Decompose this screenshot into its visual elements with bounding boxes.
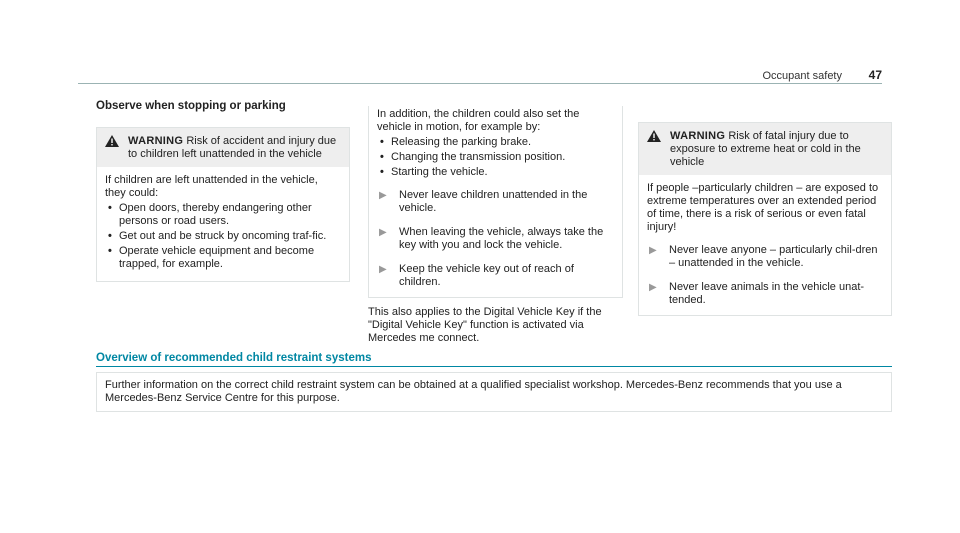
warning-header (639, 123, 891, 175)
warning-body (97, 167, 349, 281)
list-item: • Get out and be struck by oncoming traf‐fic. (105, 230, 341, 243)
list-item: • Starting the vehicle. (377, 166, 614, 179)
step-list (377, 189, 614, 289)
warning-label: WARNING (128, 135, 184, 147)
step-item: ▶ Never leave anyone – particularly chil‐dren – unattended in the vehicle. (649, 244, 878, 269)
warning-triangle-icon (647, 130, 661, 142)
warning-text: If people –particularly children – are exposed to extreme temperatures over an extended period of time, there is a risk of serious or even fatal injury! (647, 182, 879, 233)
arrow-right-icon: ▶ (379, 264, 387, 275)
warning-intro: If children are left unattended in the vehicle, they could: (105, 174, 318, 199)
list-item: • Releasing the parking brake. (377, 136, 614, 149)
warning-body (639, 175, 891, 315)
warning-title: Risk of accident and injury due to children left unattended in the vehicle (128, 135, 337, 160)
list-item: • Open doors, thereby endangering other persons or road users. (105, 202, 341, 228)
arrow-right-icon: ▶ (379, 227, 387, 238)
overview-paragraph: Further information on the correct child restraint system can be obtained at a qualified specialist workshop. Mercedes-Benz recommends that you use a Mercedes-Benz Service Centre for this purpose. (96, 372, 892, 412)
page-number: 47 (868, 68, 882, 82)
arrow-right-icon: ▶ (379, 190, 387, 201)
step-item: ▶ Keep the vehicle key out of reach of children. (379, 263, 574, 288)
bullet-list (377, 136, 614, 179)
column-2 (368, 106, 622, 345)
list-item: • Operate vehicle equipment and become trapped, for example. (105, 245, 341, 271)
column-1 (96, 100, 350, 282)
continuation-intro: In addition, the children could also set the vehicle in motion, for example by: (377, 108, 580, 133)
warning-continuation (368, 106, 623, 298)
digital-key-note: This also applies to the Digital Vehicle Key if the "Digital Vehicle Key" function is activated via Mercedes me connect. (368, 306, 602, 344)
arrow-right-icon: ▶ (649, 282, 657, 293)
list-item: • Changing the transmission position. (377, 151, 614, 164)
step-item: ▶ When leaving the vehicle, always take the key with you and lock the vehicle. (379, 226, 604, 251)
column-3 (638, 122, 892, 316)
bullet-list (105, 202, 341, 271)
warning-label: WARNING (670, 130, 726, 142)
warning-box-children (96, 127, 350, 282)
sub-heading: Observe when stopping or parking (96, 100, 286, 112)
step-item: ▶ Never leave animals in the vehicle unat‐tended. (649, 281, 865, 306)
section-title: Occupant safety (762, 70, 842, 82)
arrow-right-icon: ▶ (649, 245, 657, 256)
warning-header (97, 128, 349, 167)
section-heading: Overview of recommended child restraint systems (96, 352, 892, 367)
warning-triangle-icon (105, 135, 119, 147)
warning-title: Risk of fatal injury due to exposure to extreme heat or cold in the vehicle (670, 130, 861, 168)
header-rule (78, 83, 882, 84)
step-item: ▶ Never leave children unattended in the vehicle. (379, 189, 588, 214)
warning-box-temperature (638, 122, 892, 316)
